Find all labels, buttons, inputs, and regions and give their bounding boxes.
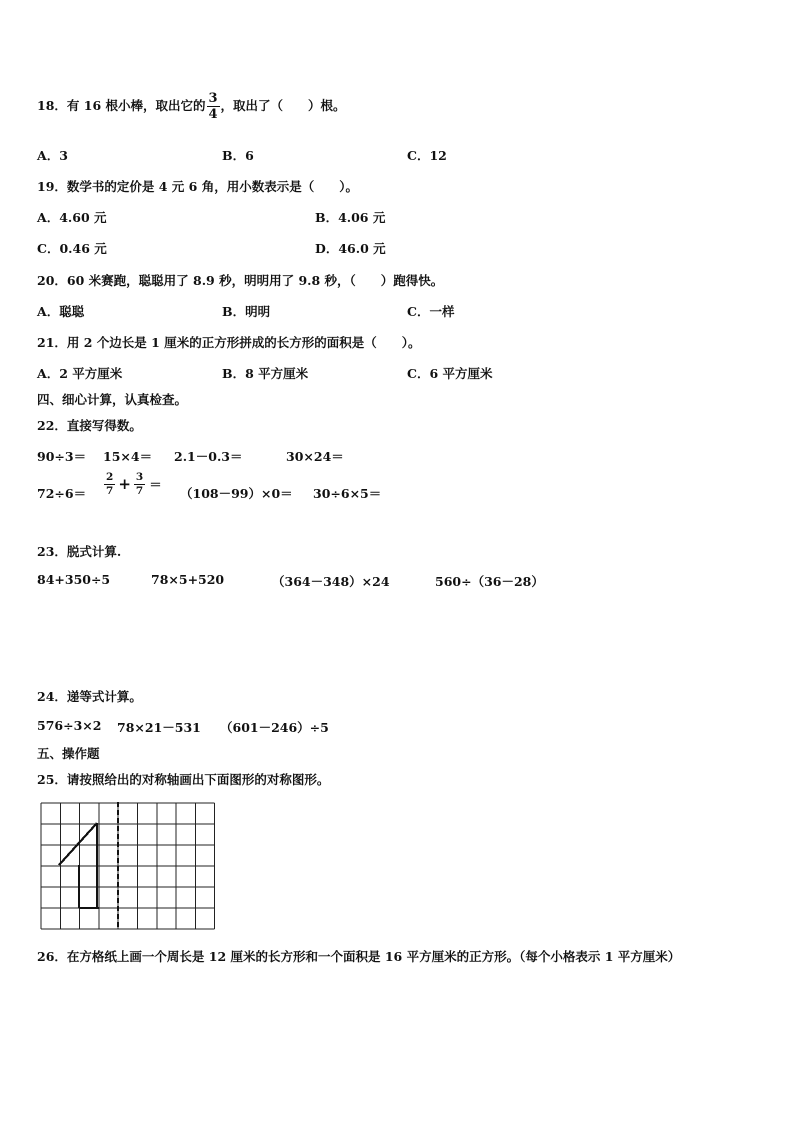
q19-option-a[interactable]: A．4.60 元 xyxy=(37,210,107,225)
q22-fraction-2 xyxy=(134,472,145,496)
q18-suffix: ，取出了（ ）根。 xyxy=(220,98,346,113)
q19-option-d[interactable]: D．46.0 元 xyxy=(315,241,386,256)
q22-item-4: 30×24＝ xyxy=(286,449,344,464)
q21-option-a[interactable]: A．2 平方厘米 xyxy=(37,366,123,381)
q22-f2-num: 3 xyxy=(135,471,144,483)
q22-item-7: （108－99）×0＝ xyxy=(180,486,293,501)
q19-option-b[interactable]: B．4.06 元 xyxy=(315,210,386,225)
q22-item-2: 15×4＝ xyxy=(103,449,153,464)
q20-option-b[interactable]: B．明明 xyxy=(222,304,271,319)
q22-f1-num: 2 xyxy=(106,471,114,483)
q18-option-c[interactable]: C．12 xyxy=(407,148,447,163)
q24-item-3: （601－246）÷5 xyxy=(220,720,329,735)
q22-item-8: 30÷6×5＝ xyxy=(313,486,382,501)
q22-fraction-1 xyxy=(104,472,115,496)
q22-item-5: 72÷6＝ xyxy=(37,486,87,501)
q23-stem: 23．脱式计算. xyxy=(37,544,122,559)
q21-option-c[interactable]: C．6 平方厘米 xyxy=(407,366,493,381)
q18-fraction xyxy=(207,92,220,121)
q25-stem: 25．请按照给出的对称轴画出下面图形的对称图形。 xyxy=(37,772,330,787)
q18-frac-den: 4 xyxy=(208,107,218,122)
q18-prefix: 18．有 16 根小棒，取出它的 xyxy=(37,98,206,113)
q22-f1-den: 7 xyxy=(106,484,114,497)
section-5-heading: 五、操作题 xyxy=(37,746,100,761)
q21-stem: 21．用 2 个边长是 1 厘米的正方形拼成的长方形的面积是（ ）。 xyxy=(37,335,421,350)
q18-option-a[interactable]: A．3 xyxy=(37,148,68,163)
q20-option-a[interactable]: A．聪聪 xyxy=(37,304,85,319)
q24-stem: 24．递等式计算。 xyxy=(37,689,142,704)
q21-option-b[interactable]: B．8 平方厘米 xyxy=(222,366,309,381)
q22-equals: ＝ xyxy=(149,477,162,492)
q22-f2-den: 7 xyxy=(135,484,144,497)
q23-item-3: （364－348）×24 xyxy=(272,574,390,589)
q20-stem: 20．60 米赛跑，聪聪用了 8.9 秒，明明用了 9.8 秒，（ ）跑得快。 xyxy=(37,273,444,288)
q22-item-3: 2.1－0.3＝ xyxy=(174,449,243,464)
q22-item-1: 90÷3＝ xyxy=(37,449,87,464)
q18-frac-num: 3 xyxy=(208,91,218,106)
q19-stem: 19．数学书的定价是 4 元 6 角，用小数表示是（ ）。 xyxy=(37,179,358,194)
symmetry-grid[interactable] xyxy=(40,802,215,933)
q22-plus: + xyxy=(118,475,131,493)
q19-option-c[interactable]: C．0.46 元 xyxy=(37,241,107,256)
q22-item-6 xyxy=(103,472,162,496)
q20-option-c[interactable]: C．一样 xyxy=(407,304,455,319)
q26-stem: 26．在方格纸上画一个周长是 12 厘米的长方形和一个面积是 16 平方厘米的正方形。（每个小格表示 1 平方厘米） xyxy=(37,949,681,964)
q18-stem xyxy=(37,92,346,121)
q22-stem: 22．直接写得数。 xyxy=(37,418,142,433)
q23-item-2: 78×5+520 xyxy=(151,572,225,587)
q18-option-b[interactable]: B．6 xyxy=(222,148,254,163)
section-4-heading: 四、细心计算，认真检查。 xyxy=(37,392,188,407)
q24-item-2: 78×21－531 xyxy=(117,720,201,735)
q24-item-1: 576÷3×2 xyxy=(37,718,102,733)
q23-item-1: 84+350÷5 xyxy=(37,572,111,587)
q23-item-4: 560÷（36－28） xyxy=(435,574,544,589)
